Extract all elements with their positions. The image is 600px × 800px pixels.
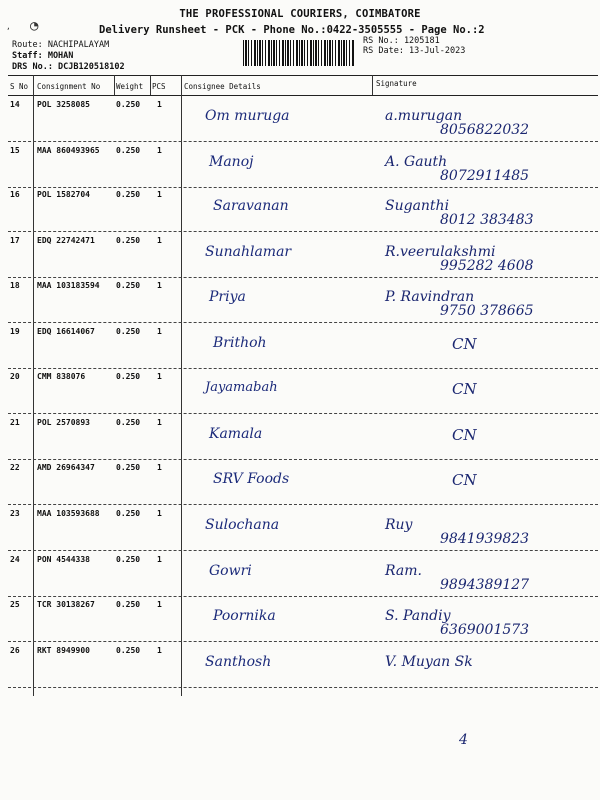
row-weight: 0.250 [116,281,141,290]
row-sno: 19 [10,327,20,336]
row-consignee: Om muruga [205,108,290,124]
row-signature: A. Gauth [385,154,448,170]
table-top-rule [8,75,598,76]
row-pcs: 1 [157,190,162,199]
row-sno: 24 [10,555,20,564]
company-title: THE PROFESSIONAL COURIERS, COIMBATORE [179,8,421,20]
col-divider [114,75,115,95]
col-header-pcs: PCS [152,82,166,91]
row-weight: 0.250 [116,146,141,155]
corner-tick: , [6,22,11,31]
table-header-rule [8,95,598,96]
row-pcs: 1 [157,463,162,472]
row-consignment: MAA 860493965 [37,146,100,155]
row-consignment: POL 1582704 [37,190,90,199]
row-phone: 8012 383483 [440,212,534,228]
row-divider [8,504,598,505]
row-consignment: AMD 26964347 [37,463,95,472]
row-sno: 23 [10,509,20,518]
row-divider [8,550,598,551]
row-consignee: Manoj [209,154,254,170]
rs-number: RS No.: 1205181 [363,36,440,46]
row-signature: a.murugan [385,108,463,124]
row-phone: 6369001573 [440,622,530,638]
row-consignee: Santhosh [205,654,272,670]
row-consignee: Poornika [213,608,276,624]
row-consignee: Sunahlamar [205,244,292,260]
row-pcs: 1 [157,372,162,381]
row-sno: 22 [10,463,20,472]
row-weight: 0.250 [116,509,141,518]
col-header-signature: Signature [376,79,417,88]
row-weight: 0.250 [116,646,141,655]
row-consignment: TCR 30138267 [37,600,95,609]
row-consignee: Sulochana [205,517,280,533]
row-signature: Suganthi [385,198,450,214]
row-divider [8,596,598,597]
row-consignment: POL 2570893 [37,418,90,427]
row-phone: 8056822032 [440,122,530,138]
rs-date: RS Date: 13-Jul-2023 [363,46,466,56]
row-consignee: Priya [209,289,246,305]
col-divider [372,75,373,95]
row-signature: V. Muyan Sk [385,654,473,670]
row-consignee: Saravanan [213,198,289,214]
row-sno: 17 [10,236,20,245]
row-sno: 16 [10,190,20,199]
row-consignee: Kamala [209,426,263,442]
row-phone: 9894389127 [440,577,530,593]
row-consignment: PON 4544338 [37,555,90,564]
row-pcs: 1 [157,236,162,245]
row-signature: Ram. [385,563,422,579]
row-sno: 18 [10,281,20,290]
row-signature: S. Pandiy [385,608,451,624]
row-pcs: 1 [157,509,162,518]
row-pcs: 1 [157,646,162,655]
runsheet-subtitle: Delivery Runsheet - PCK - Phone No.:0422-3505555 - Page No.:2 [99,24,485,36]
row-divider [8,641,598,642]
row-signature: CN [452,426,477,444]
row-signature: CN [452,335,477,353]
row-divider [8,187,598,188]
row-pcs: 1 [157,146,162,155]
row-divider [8,459,598,460]
page-mark: 4 [459,732,468,748]
row-signature: Ruy [385,517,413,533]
row-pcs: 1 [157,418,162,427]
row-signature: R.veerulakshmi [385,244,496,260]
row-consignee: Gowri [209,563,252,579]
row-sno: 20 [10,372,20,381]
row-divider [8,277,598,278]
row-pcs: 1 [157,100,162,109]
row-signature: CN [452,471,477,489]
corner-mark: ◔ [30,18,39,34]
row-pcs: 1 [157,281,162,290]
row-consignment: EDQ 16614067 [37,327,95,336]
row-sno: 15 [10,146,20,155]
row-weight: 0.250 [116,190,141,199]
row-sno: 25 [10,600,20,609]
row-phone: 995282 4608 [440,258,534,274]
row-pcs: 1 [157,327,162,336]
row-pcs: 1 [157,600,162,609]
row-weight: 0.250 [116,327,141,336]
row-pcs: 1 [157,555,162,564]
row-divider [8,231,598,232]
row-phone: 9750 378665 [440,303,534,319]
row-divider [8,413,598,414]
row-consignment: CMM 838076 [37,372,86,381]
col-header-consignment: Consignment No [37,82,101,91]
route-label: Route: NACHIPALAYAM [12,40,110,50]
row-consignee: SRV Foods [213,471,290,487]
row-consignment: RKT 8949900 [37,646,90,655]
row-sno: 14 [10,100,20,109]
col-header-weight: Weight [116,82,144,91]
col-divider [150,75,151,95]
row-consignment: POL 3258085 [37,100,90,109]
col-divider [181,75,182,696]
row-consignment: MAA 103593688 [37,509,100,518]
col-divider [33,75,34,696]
row-consignee: Jayamabah [205,380,278,395]
row-sno: 26 [10,646,20,655]
row-weight: 0.250 [116,100,141,109]
row-signature: CN [452,380,477,398]
row-weight: 0.250 [116,555,141,564]
row-divider [8,322,598,323]
row-consignee: Brithoh [213,335,267,351]
staff-label: Staff: MOHAN [12,51,74,61]
row-weight: 0.250 [116,600,141,609]
row-consignment: EDQ 22742471 [37,236,95,245]
row-signature: P. Ravindran [385,289,475,305]
row-weight: 0.250 [116,236,141,245]
col-header-consignee: Consignee Details [184,82,261,91]
row-divider [8,141,598,142]
row-phone: 8072911485 [440,168,530,184]
row-weight: 0.250 [116,418,141,427]
row-weight: 0.250 [116,463,141,472]
col-header-sno: S No [10,82,29,91]
row-consignment: MAA 103183594 [37,281,100,290]
row-weight: 0.250 [116,372,141,381]
row-divider [8,368,598,369]
row-divider [8,687,598,688]
row-sno: 21 [10,418,20,427]
barcode [243,40,355,66]
drs-number: DRS No.: DCJB120518102 [12,62,125,72]
row-phone: 9841939823 [440,531,530,547]
